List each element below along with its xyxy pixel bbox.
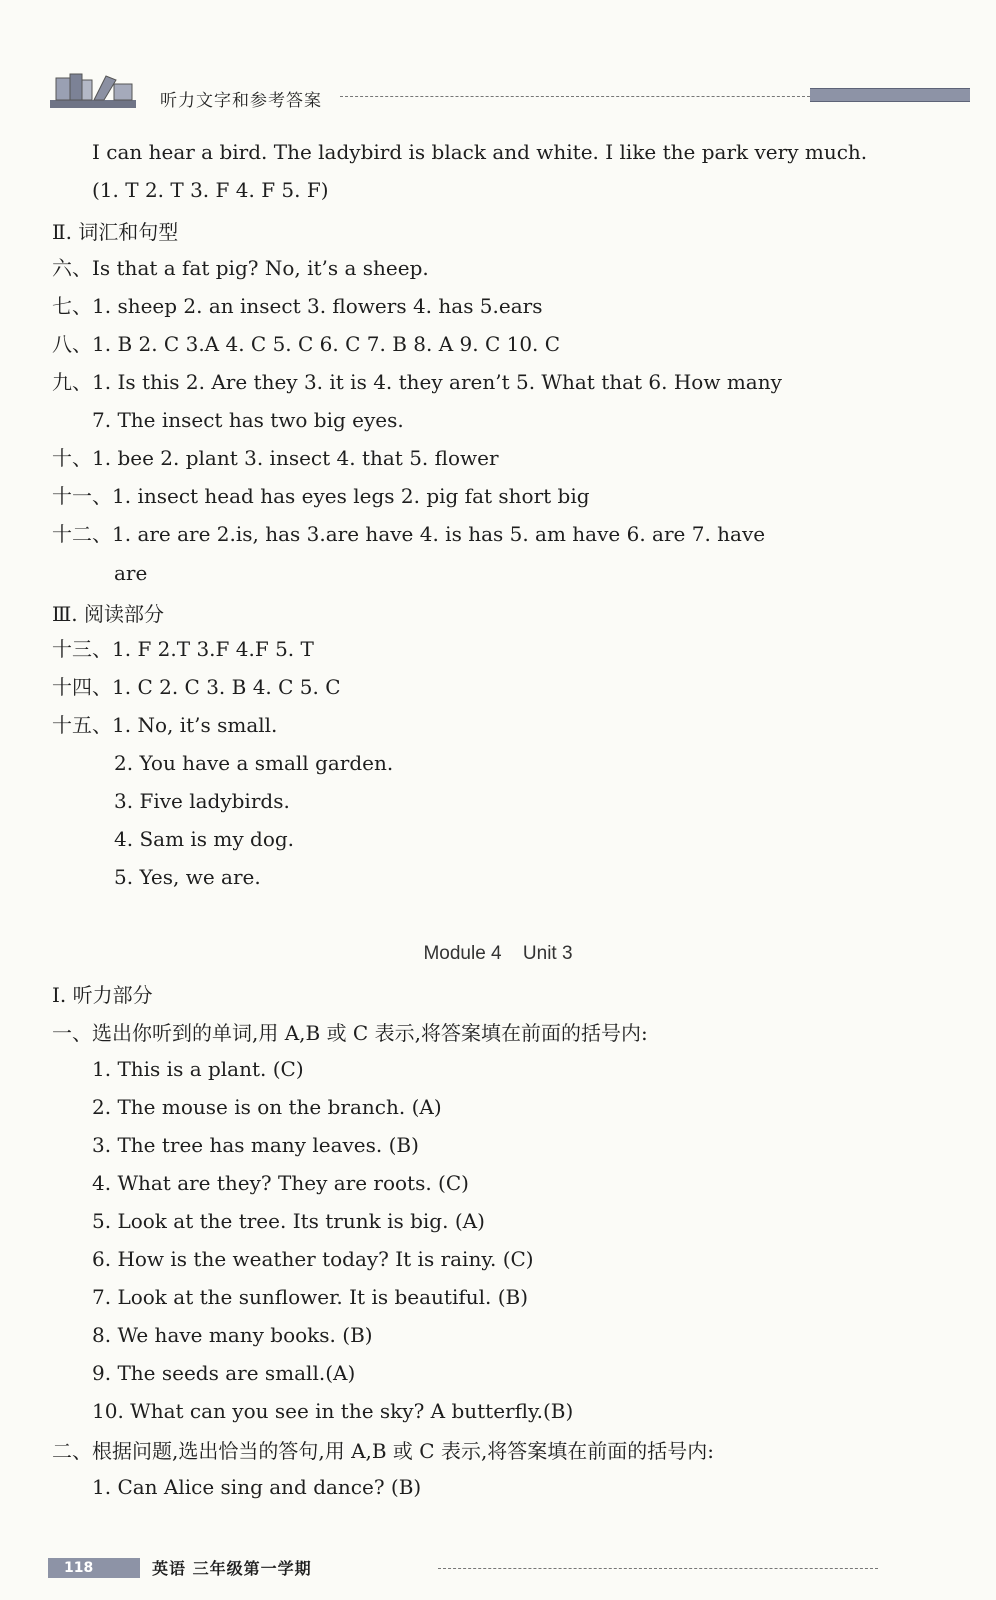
answer-line: 3. Five ladybirds. [114, 789, 290, 813]
answer-line: 九、1. Is this 2. Are they 3. it is 4. they aren’t 5. What that 6. How many [52, 370, 782, 394]
answer-line: 八、1. B 2. C 3.A 4. C 5. C 6. C 7. B 8. A 9. C 10. C [52, 332, 561, 356]
answer-line: 七、1. sheep 2. an insect 3. flowers 4. has 5.ears [52, 294, 543, 318]
answer-line: 7. Look at the sunflower. It is beautiful. (B) [92, 1285, 529, 1309]
answer-line: Ⅱ. 词汇和句型 [52, 220, 179, 244]
header-bar [810, 88, 970, 102]
footer-subject: 英语 三年级第一学期 [152, 1559, 312, 1578]
answer-line: 十二、1. are are 2.is, has 3.are have 4. is has 5. am have 6. are 7. have [52, 522, 766, 546]
unit-name: Unit 3 [522, 943, 573, 964]
header-divider [340, 96, 810, 97]
books-icon [48, 70, 138, 110]
answer-line: 一、选出你听到的单词,用 A,B 或 C 表示,将答案填在前面的括号内: [52, 1021, 648, 1045]
answer-line: 1. This is a plant. (C) [92, 1057, 304, 1081]
answer-line: 7. The insect has two big eyes. [92, 408, 404, 432]
answer-line: Ⅲ. 阅读部分 [52, 602, 165, 626]
answer-line: 4. What are they? They are roots. (C) [92, 1171, 469, 1195]
footer-divider [438, 1568, 878, 1569]
answer-line: 十一、1. insect head has eyes legs 2. pig fat short big [52, 484, 590, 508]
answer-line: 2. The mouse is on the branch. (A) [92, 1095, 442, 1119]
answer-line: 十四、1. C 2. C 3. B 4. C 5. C [52, 675, 341, 699]
answer-line: 5. Yes, we are. [114, 865, 261, 889]
answer-line: 二、根据问题,选出恰当的答句,用 A,B 或 C 表示,将答案填在前面的括号内: [52, 1439, 715, 1463]
answer-line: 9. The seeds are small.(A) [92, 1361, 356, 1385]
module-title [0, 943, 996, 965]
answer-line: 十三、1. F 2.T 3.F 4.F 5. T [52, 637, 314, 661]
answer-line: 8. We have many books. (B) [92, 1323, 373, 1347]
answer-line: Ⅰ. 听力部分 [52, 983, 153, 1007]
header-title: 听力文字和参考答案 [160, 91, 322, 111]
answer-line: 十、1. bee 2. plant 3. insect 4. that 5. flower [52, 446, 499, 470]
answer-line: 十五、1. No, it’s small. [52, 713, 278, 737]
answer-line: 1. Can Alice sing and dance? (B) [92, 1475, 422, 1499]
answer-line: 4. Sam is my dog. [114, 827, 295, 851]
answer-line: I can hear a bird. The ladybird is black and white. I like the park very much. [92, 140, 868, 164]
answer-line: are [114, 561, 148, 585]
module-name: Module 4 [423, 943, 502, 964]
page-header [48, 68, 968, 114]
answer-line: 六、Is that a fat pig? No, it’s a sheep. [52, 256, 429, 280]
answer-line: 3. The tree has many leaves. (B) [92, 1133, 419, 1157]
answer-line: 10. What can you see in the sky? A butterfly.(B) [92, 1399, 574, 1423]
page-footer [48, 1552, 968, 1582]
answer-line: 5. Look at the tree. Its trunk is big. (A) [92, 1209, 485, 1233]
answer-line: (1. T 2. T 3. F 4. F 5. F) [92, 178, 329, 202]
page-number: 118 [48, 1558, 140, 1578]
answer-line: 2. You have a small garden. [114, 751, 394, 775]
answer-line: 6. How is the weather today? It is rainy. (C) [92, 1247, 534, 1271]
